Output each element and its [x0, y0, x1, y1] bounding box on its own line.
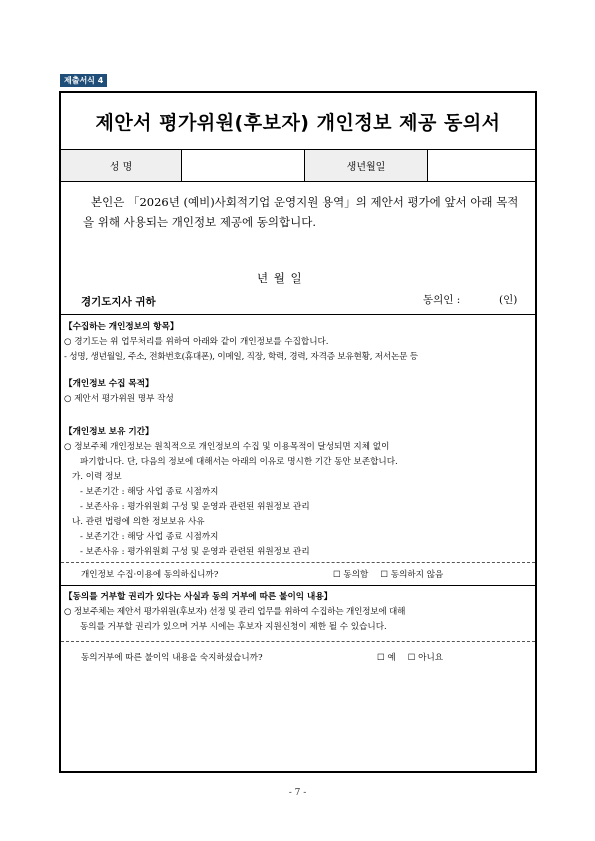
refusal-no-checkbox[interactable]: ☐ 아니요 — [407, 653, 444, 663]
retention-section — [61, 407, 535, 560]
refusal-line2: 동의를 거부할 권리가 있으며 거부 시에는 후보자 지원신청이 제한 될 수 있습니다. — [80, 622, 387, 632]
retention-heading: 【개인정보 보유 기간】 — [64, 427, 154, 437]
refusal-line1: ○ 정보주체는 제안서 평가위원(후보자) 선정 및 관리 업무를 위하여 수집하는 개인정보에 대해 — [64, 607, 406, 617]
refusal-section — [61, 585, 535, 641]
collected-items-line2: - 성명, 생년월일, 주소, 전화번호(휴대폰), 이메일, 직장, 학력, 경력, 자격증 보유현황, 저서논문 등 — [64, 352, 418, 362]
name-label: 성 명 — [61, 150, 182, 181]
retention-sub-b2: - 보존사유 : 평가위원회 구성 및 운영과 관련된 위원정보 관리 — [80, 547, 310, 557]
name-field[interactable] — [182, 150, 305, 181]
retention-sub-b: 나. 관련 법령에 의한 정보보유 사유 — [72, 517, 205, 527]
consent-statement — [61, 182, 535, 315]
refusal-question: 동의거부에 따른 불이익 내용을 숙지하셨습니까? — [81, 653, 263, 663]
collected-items-heading: 【수집하는 개인정보의 항목】 — [64, 322, 179, 332]
retention-sub-a1: - 보존기간 : 해당 사업 종료 시점까지 — [80, 487, 219, 497]
seal-mark: (인) — [499, 294, 518, 306]
birthdate-label: 생년월일 — [305, 150, 428, 181]
date-line: 년 월 일 — [257, 271, 302, 285]
applicant-info-row — [61, 150, 535, 182]
retention-sub-a: 가. 이력 정보 — [72, 472, 122, 482]
purpose-heading: 【개인정보 수집 목적】 — [64, 379, 154, 389]
consent-no-checkbox[interactable]: ☐ 동의하지 않음 — [380, 570, 444, 580]
purpose-section — [61, 365, 535, 407]
retention-line2: 파기합니다. 단, 다음의 정보에 대해서는 아래의 이유로 명시한 기간 동안 보존합니다. — [80, 457, 398, 467]
refusal-yes-checkbox[interactable]: ☐ 예 — [377, 653, 396, 663]
consent-form — [59, 91, 537, 773]
collected-items-section — [61, 315, 535, 365]
form-number-tag: 제출서식 4 — [60, 74, 107, 87]
consent-paragraph: 본인은 「2026년 (예비)사회적기업 운영지원 용역」의 제안서 평가에 앞서 아래 목적을 위해 사용되는 개인정보 제공에 동의합니다. — [83, 195, 519, 229]
page-number: - 7 - — [288, 788, 307, 798]
consent-question: 개인정보 수집·이용에 동의하십니까? — [81, 570, 219, 580]
form-title: 제안서 평가위원(후보자) 개인정보 제공 동의서 — [61, 93, 535, 150]
collected-items-line1: ○ 경기도는 위 업무처리를 위하여 아래와 같이 개인정보를 수집합니다. — [64, 337, 329, 347]
agreer-label: 동의인 : — [423, 294, 461, 306]
retention-sub-a2: - 보존사유 : 평가위원회 구성 및 운영과 관련된 위원정보 관리 — [80, 502, 310, 512]
recipient: 경기도지사 귀하 — [81, 296, 156, 308]
retention-line1: ○ 정보주체 개인정보는 원칙적으로 개인정보의 수집 및 이용목적이 달성되면 지체 없이 — [64, 442, 390, 452]
consent-yes-checkbox[interactable]: ☐ 동의함 — [333, 570, 369, 580]
retention-sub-b1: - 보존기간 : 해당 사업 종료 시점까지 — [80, 532, 219, 542]
refusal-heading: 【동의를 거부할 권리가 있다는 사실과 동의 거부에 따른 불이익 내용】 — [64, 592, 333, 602]
purpose-line1: ○ 제안서 평가위원 명부 작성 — [64, 394, 174, 404]
refusal-question-row — [61, 641, 535, 672]
consent-question-row — [61, 562, 535, 585]
birthdate-field[interactable] — [428, 150, 535, 181]
